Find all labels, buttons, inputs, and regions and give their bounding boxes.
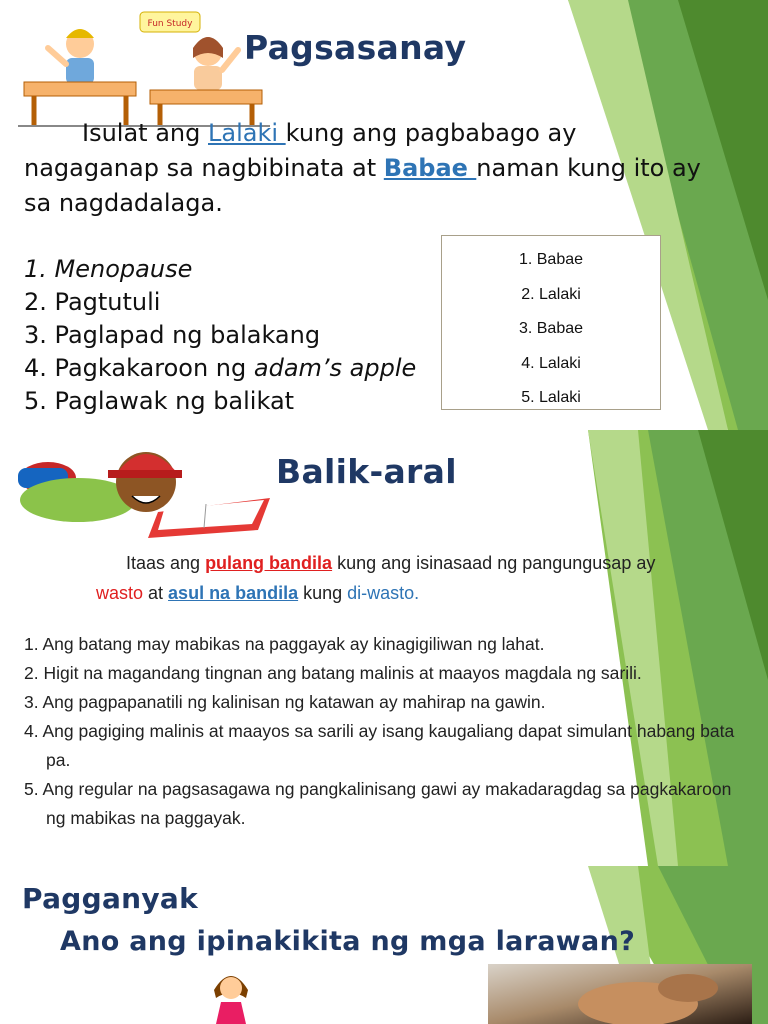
- list-item: 4. Ang pagiging malinis at maayos sa sarili ay isang kaugaliang dapat simulant habang bata pa.: [24, 721, 735, 770]
- answer-key-box: [441, 235, 661, 410]
- list-item: 2. Higit na magandang tingnan ang batang malinis at maayos magdala ng sarili.: [24, 663, 642, 683]
- instruction-text: kung ang pagbabago ay nagaganap sa nagbibinata at: [24, 119, 577, 182]
- students-clipart: [18, 8, 270, 128]
- statement-list: [24, 630, 744, 833]
- di-wasto-label: di-wasto.: [347, 583, 420, 603]
- list-item: 3. Paglapad ng balakang: [24, 321, 321, 349]
- slide2-title: Balik-aral: [276, 452, 457, 491]
- clipart-sign-text: Fun Study: [147, 19, 193, 29]
- instruction-text: naman kung ito ay sa nagdadalaga.: [24, 154, 701, 217]
- list-item: 5. Ang regular na pagsasagawa ng pangkalinisang gawi ay makadaragdag sa pagkakaroon ng mabikas na paggayak.: [24, 779, 732, 828]
- answer-item: 5. Lalaki: [521, 389, 581, 406]
- slide-pagsasanay: [0, 0, 768, 430]
- list-item: 4. Pagkakaroon ng adam’s apple: [24, 354, 417, 382]
- list-item: 3. Ang pagpapanatili ng kalinisan ng katawan ay mahirap na gawin.: [24, 692, 546, 712]
- slide2-instruction: Itaas ang pulang bandila kung ang isinasaad ng pangungusap ay wasto at asul na bandila kung di-wasto.: [96, 553, 656, 603]
- red-flag-label: pulang bandila: [205, 553, 333, 573]
- keyword-lalaki: Lalaki: [208, 119, 286, 147]
- answer-item: 4. Lalaki: [521, 354, 581, 372]
- answer-item: 1. Babae: [518, 251, 584, 268]
- answer-item: 3. Babae: [518, 320, 584, 337]
- slide1-instruction: [24, 116, 714, 221]
- list-item: 2. Pagtutuli: [24, 288, 161, 316]
- slide3-title: Pagganyak: [22, 882, 199, 915]
- list-item: 1. Menopause: [24, 255, 193, 283]
- list-item: 1. Ang batang may mabikas na paggayak ay kinagigiliwan ng lahat.: [24, 634, 545, 654]
- woman-clipart: [206, 968, 256, 1024]
- wasto-label: wasto: [96, 583, 144, 603]
- list-item: 5. Paglawak ng balikat: [24, 387, 295, 415]
- slide-balik-aral: [0, 430, 768, 866]
- keyword-babae: Babae: [383, 154, 477, 182]
- hands-photo: [488, 964, 752, 1024]
- blue-flag-label: asul na bandila: [168, 583, 299, 603]
- answer-item: 2. Lalaki: [521, 285, 581, 303]
- exercise-list: [24, 253, 416, 418]
- slide3-question: Ano ang ipinakikita ng mga larawan?: [60, 926, 636, 957]
- instruction-text: Isulat ang: [82, 119, 208, 147]
- reading-boy-clipart: [8, 438, 270, 538]
- slide1-title: Pagsasanay: [244, 28, 467, 67]
- slide-pagganyak: [0, 866, 768, 1024]
